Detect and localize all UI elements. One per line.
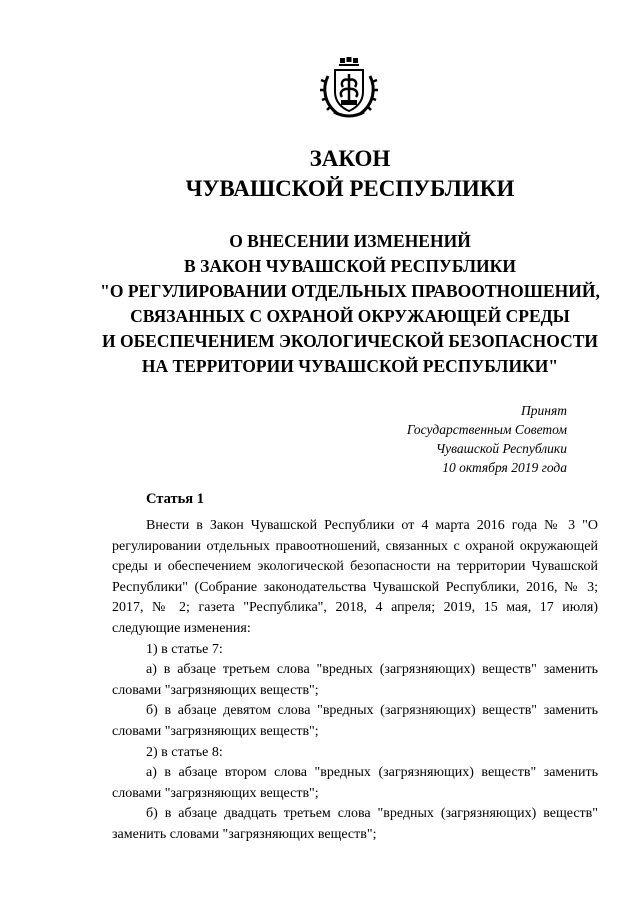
subtitle-line: И ОБЕСПЕЧЕНИЕМ ЭКОЛОГИЧЕСКОЙ БЕЗОПАСНОСТИ xyxy=(101,331,598,351)
subtitle-line: СВЯЗАННЫХ С ОХРАНОЙ ОКРУЖАЮЩЕЙ СРЕДЫ xyxy=(130,306,570,326)
article-heading: Статья 1 xyxy=(146,491,204,507)
subtitle-line: "О РЕГУЛИРОВАНИИ ОТДЕЛЬНЫХ ПРАВООТНОШЕНИЙ, xyxy=(100,281,600,301)
article-body xyxy=(112,516,598,846)
article-paragraph: б) в абзаце девятом слова "вредных (загрязняющих) веществ" заменить словами "загрязняющих веществ"; xyxy=(112,703,598,739)
article-paragraph: б) в абзаце двадцать третьем слова "вредных (загрязняющих) веществ" заменить словами "загрязняющих веществ"; xyxy=(112,806,598,842)
law-label: ЗАКОН xyxy=(309,146,391,171)
acceptance-line: Чувашской Республики xyxy=(435,441,567,456)
article-paragraph: а) в абзаце третьем слова "вредных (загрязняющих) веществ" заменить словами "загрязняющих веществ"; xyxy=(112,662,598,698)
subtitle-line: О ВНЕСЕНИИ ИЗМЕНЕНИЙ xyxy=(229,231,471,251)
acceptance-date: 10 октября 2019 года xyxy=(442,460,567,475)
acceptance-line: Государственным Советом xyxy=(406,422,567,437)
article-paragraph: а) в абзаце втором слова "вредных (загрязняющих) веществ" заменить словами "загрязняющих веществ"; xyxy=(112,765,598,801)
coat-of-arms-emblem-icon xyxy=(318,56,380,122)
law-subtitle xyxy=(0,229,640,379)
article-paragraph: Внести в Закон Чувашской Республики от 4 марта 2016 года № 3 "О регулировании отдельных правоотношений, связанных с охраной окружающей среды и обеспечением экологической безопасности на территории Чувашской Республики" (Собрание законодательства Чувашской Республики, 2016, № 3; 2017, № 2; газета "Республика", 2018, 4 апреля; 2019, 15 мая, 17 июля) следующие изменения: xyxy=(112,518,598,636)
acceptance-block xyxy=(407,401,567,477)
subtitle-line: НА ТЕРРИТОРИИ ЧУВАШСКОЙ РЕСПУБЛИКИ" xyxy=(141,356,559,376)
subtitle-line: В ЗАКОН ЧУВАШСКОЙ РЕСПУБЛИКИ xyxy=(184,256,516,276)
article-paragraph: 1) в статье 7: xyxy=(146,641,223,657)
article-paragraph: 2) в статье 8: xyxy=(146,744,223,760)
acceptance-line: Принят xyxy=(521,403,567,418)
republic-title: ЧУВАШСКОЙ РЕСПУБЛИКИ xyxy=(185,176,515,201)
